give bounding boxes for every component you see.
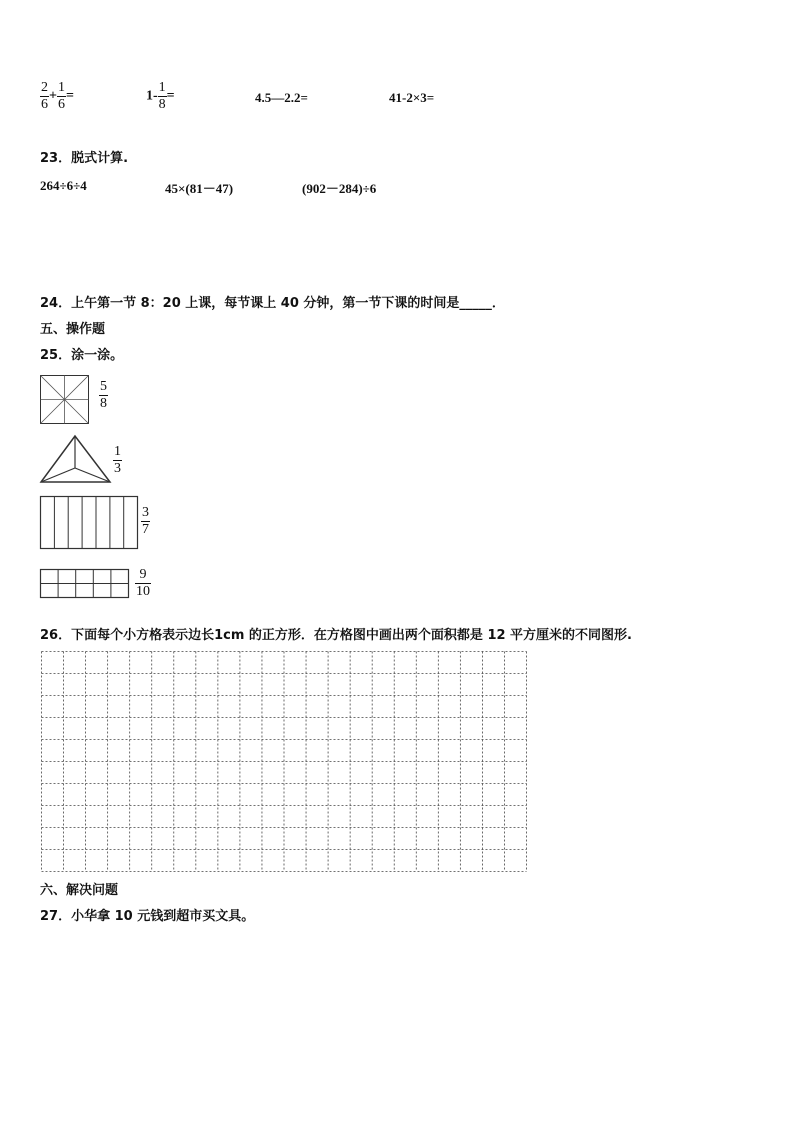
rectangle-sevenths-figure	[40, 496, 140, 550]
question-27: 27．小华拿 10 元钱到超市买文具。	[40, 909, 255, 924]
fraction: $\frac{1}{8}$	[158, 80, 166, 112]
calc-mixed-ops: 41-2×3=	[389, 90, 435, 105]
q23-item-3: (902－284)÷6	[302, 181, 377, 196]
rectangle-tenths-figure	[40, 569, 130, 599]
fraction: $\frac{2}{6}$	[41, 80, 48, 112]
calc-fraction-add	[40, 80, 74, 113]
section-5-heading: 五、操作题	[40, 322, 106, 337]
square-grid	[41, 651, 528, 873]
section-6-heading: 六、解决问题	[40, 883, 119, 898]
q23-item-2: 45×(81－47)	[165, 181, 234, 196]
fraction: $\frac{1}{6}$	[57, 80, 65, 112]
question-26: 26．下面每个小方格表示边长1cm 的正方形．在方格图中画出两个面积都是 12 平方厘米的不同图形.	[40, 628, 632, 643]
question-25-title: 25．涂一涂。	[40, 348, 124, 363]
square-eighths-figure	[40, 375, 90, 425]
calc-decimal-sub: 4.5—2.2=	[255, 90, 308, 105]
fraction-3-7: $\frac{3}{7}$	[142, 505, 149, 537]
calc-fraction-sub: 1- $\frac{1}{8}$ =	[146, 80, 175, 112]
q23-item-1: 264÷6÷4	[40, 178, 87, 193]
triangle-thirds-figure	[40, 435, 112, 485]
fraction-5-8: $\frac{5}{8}$	[100, 379, 107, 411]
question-24: 24．上午第一节 8：20 上课，每节课上 40 分钟，第一节下课的时间是_____．	[40, 296, 505, 311]
plus-sign: +	[49, 88, 57, 104]
fraction-1-3: $\frac{1}{3}$	[114, 444, 121, 476]
equals-sign: =	[65, 88, 74, 104]
fraction-9-10: $\frac{9}{10}$	[136, 567, 150, 599]
question-23-title: 23．脱式计算.	[40, 151, 129, 166]
